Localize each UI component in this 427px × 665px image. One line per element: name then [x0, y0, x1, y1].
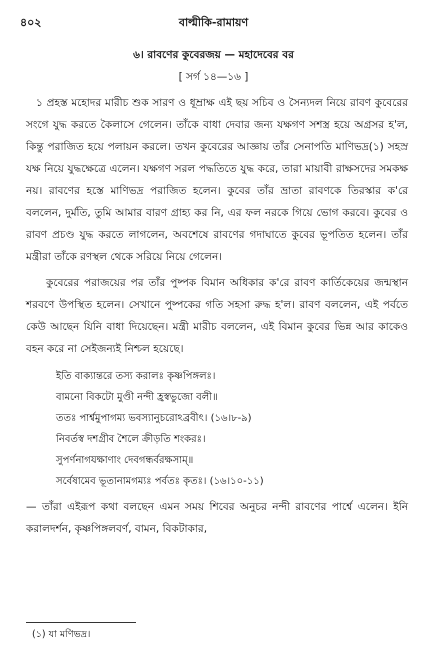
verse-line: সর্বেষামেব ভূতানামগম্যঃ পর্বতঃ কৃতঃ। (১৬।১০-১১) — [56, 476, 264, 487]
paragraph-2: কুবেরের পরাজয়ের পর তাঁর পুষ্পক বিমান অধিকার ক'রে রাবণ কার্তিকেয়ের জন্মস্থান শরবণে উপস্থিত হলেন। সেখানে পুষ্পকের গতি সহসা রুদ্ধ হ'ল। রাবণ বললেন, এই পর্বতে কেউ আছেন যিনি বাধা দিয়েছেন। মন্ত্রী মারীচ বললেন, এই বিমান কুবের ভিন্ন আর কাকেও বহন করে না সেইজন্যই নিশ্চল হয়েছে। — [26, 277, 408, 355]
verse-line: ইতি বাক্যান্তরে তস্য করালঃ কৃষ্ণপিঙ্গলঃ। — [56, 371, 216, 382]
running-title: বাল্মীকি-রামায়ণ — [178, 16, 249, 29]
verse-line: সুপর্ণনাগযক্ষাণাং দেবগন্ধর্বরক্ষসাম্॥ — [56, 455, 194, 466]
paragraph-3: — তাঁরা এইরূপ কথা বলছেন এমন সময় শিবের অনুচর নন্দী রাবণের পার্শ্বে এলেন। ইনি করালদর্শন, কৃষ্ণপিঙ্গলবর্ণ, বামন, বিকটাকার, — [26, 501, 408, 535]
verse-line: ততঃ পার্শ্বমুপাগম্য ভবস্যানুচরোঽব্রবীৎ। (১৬।৮-৯) — [56, 413, 252, 424]
sanskrit-verse-block — [56, 366, 408, 492]
verse-line: নিবর্তস্ব দশগ্রীব শৈলে ক্রীড়তি শংকরঃ। — [56, 434, 206, 445]
page-body — [26, 92, 408, 540]
verse-line: বামনো বিকটো মুণ্ডী নন্দী হ্রস্বভুজো বলী॥ — [56, 392, 218, 403]
footnote: (১) যা মণিভদ্র। — [32, 629, 91, 640]
footnote-divider — [26, 622, 136, 623]
page-header — [0, 14, 427, 32]
sarga-range: [ সর্গ ১৪—১৬ ] — [178, 71, 249, 83]
page-number: ৪০২ — [20, 16, 42, 29]
paragraph-1: ১ প্রহস্ত মহোদর মারীচ শুক সারণ ও ধূম্রাক্ষ এই ছয় সচিব ও সৈন্যদল নিয়ে রাবণ কুবেরের সংগে যুদ্ধ করতে কৈলাসে গেলেন। তাঁকে বাধা দেবার জন্য যক্ষগণ সশস্ত্র হয়ে অগ্রসর হ'ল, কিন্তু পরাজিত হয়ে পলায়ন করলে। তখন কুবেরের আজ্ঞায় তাঁর সেনাপতি মাণিভদ্র(১) সহস্র যক্ষ নিয়ে যুদ্ধক্ষেত্রে এলেন। যক্ষগণ সরল পদ্ধতিতে যুদ্ধ করে, তারা মায়াবী রাক্ষসদের সমকক্ষ নয়। রাবণের হস্তে মাণিভদ্র পরাজিত হলেন। কুবের তাঁর ভ্রাতা রাবণকে তিরস্কার ক'রে বললেন, দুর্মতি, তুমি আমার বারণ গ্রাহ্য কর নি, এর ফল নরকে গিয়ে ভোগ করবে। কুবের ও রাবণ প্রচণ্ড যুদ্ধ করতে লাগলেন, অবশেষে রাবণের গদাঘাতে কুবের ভূপতিত হলেন। তাঁর মন্ত্রীরা তাঁকে রণস্থল থেকে সরিয়ে নিয়ে গেলেন। — [26, 97, 408, 263]
section-title: ৬। রাবণের কুবেরজয় — মহাদেবের বর — [133, 49, 294, 61]
